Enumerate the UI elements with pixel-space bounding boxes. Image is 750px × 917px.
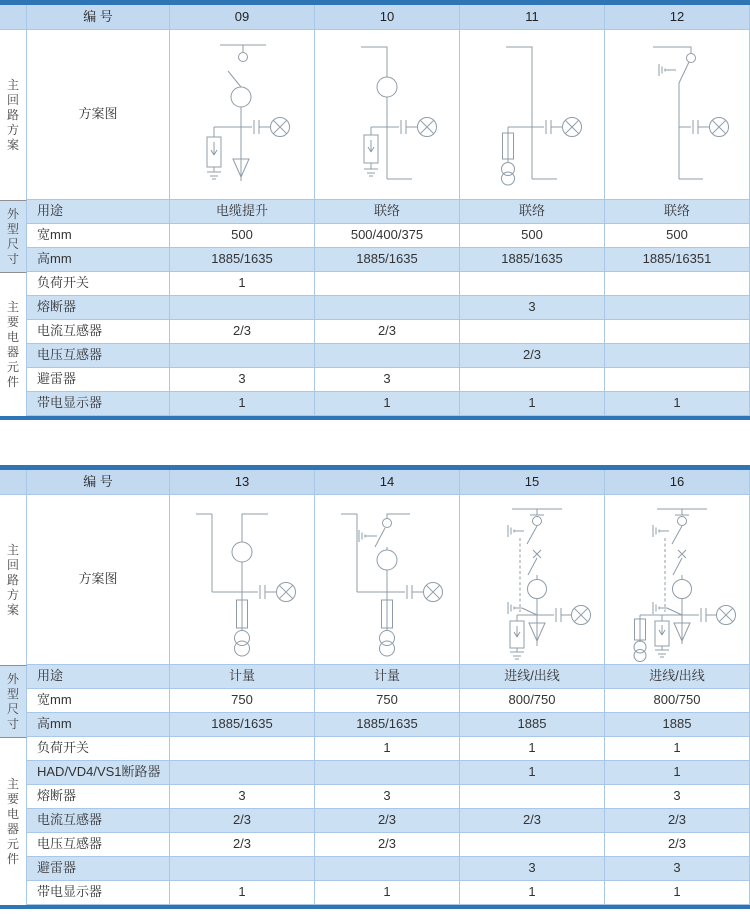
value-cell: 1 xyxy=(315,392,460,416)
value-cell: 3 xyxy=(460,296,605,320)
scheme-row-label: 方案图 xyxy=(27,495,170,665)
table-row xyxy=(0,320,750,344)
row-label: 带电显示器 xyxy=(27,392,170,416)
sidebar-section-dimensions: 外型尺寸 xyxy=(0,665,27,737)
value-cell: 1 xyxy=(605,881,750,905)
value-cell: 电缆提升 xyxy=(170,200,315,224)
value-cell: 1885/1635 xyxy=(315,248,460,272)
value-cell: 1 xyxy=(170,272,315,296)
row-label: 电压互感器 xyxy=(27,833,170,857)
value-cell: 1885 xyxy=(605,713,750,737)
table-row xyxy=(0,737,750,761)
value-cell: 1 xyxy=(460,737,605,761)
table-row xyxy=(0,344,750,368)
value-cell xyxy=(605,296,750,320)
sidebar-section-main-circuit: 主回路方案 xyxy=(0,495,27,665)
value-cell: 2/3 xyxy=(315,833,460,857)
scheme-diagram-12 xyxy=(605,31,750,199)
value-cell: 3 xyxy=(315,368,460,392)
scheme-table-2 xyxy=(0,465,750,909)
table-row xyxy=(0,809,750,833)
value-cell: 500 xyxy=(460,224,605,248)
scheme-diagram-09 xyxy=(170,31,315,199)
value-cell: 2/3 xyxy=(170,320,315,344)
sidebar-header-cell xyxy=(0,470,27,495)
column-header-14: 14 xyxy=(315,470,460,495)
value-cell xyxy=(170,761,315,785)
value-cell: 1 xyxy=(460,392,605,416)
value-cell: 1885 xyxy=(460,713,605,737)
row-label: 宽mm xyxy=(27,689,170,713)
value-cell: 1885/1635 xyxy=(315,713,460,737)
value-cell: 500 xyxy=(170,224,315,248)
value-cell xyxy=(460,368,605,392)
value-cell: 800/750 xyxy=(460,689,605,713)
row-label: 电压互感器 xyxy=(27,344,170,368)
header-row xyxy=(0,470,750,495)
value-cell: 2/3 xyxy=(315,809,460,833)
value-cell: 1 xyxy=(605,392,750,416)
row-label: 负荷开关 xyxy=(27,737,170,761)
row-label: 避雷器 xyxy=(27,857,170,881)
scheme-row-label: 方案图 xyxy=(27,30,170,200)
value-cell: 进线/出线 xyxy=(605,665,750,689)
value-cell: 联络 xyxy=(460,200,605,224)
row-label: 高mm xyxy=(27,713,170,737)
table-row xyxy=(0,881,750,905)
scheme-diagram-15 xyxy=(460,496,605,664)
sidebar-section-main-circuit: 主回路方案 xyxy=(0,30,27,200)
scheme-cell-11 xyxy=(460,30,605,200)
table-row xyxy=(0,713,750,737)
scheme-table xyxy=(0,5,750,416)
value-cell: 计量 xyxy=(170,665,315,689)
value-cell: 800/750 xyxy=(605,689,750,713)
value-cell: 2/3 xyxy=(460,809,605,833)
row-label: 熔断器 xyxy=(27,785,170,809)
column-header-09: 09 xyxy=(170,5,315,30)
value-cell: 1 xyxy=(605,761,750,785)
row-label: 带电显示器 xyxy=(27,881,170,905)
value-cell xyxy=(315,272,460,296)
table-row xyxy=(0,785,750,809)
row-label: 电流互感器 xyxy=(27,809,170,833)
value-cell xyxy=(605,344,750,368)
value-cell: 3 xyxy=(605,785,750,809)
table-row xyxy=(0,689,750,713)
header-label: 编 号 xyxy=(27,5,170,30)
value-cell xyxy=(315,857,460,881)
value-cell: 1885/1635 xyxy=(460,248,605,272)
value-cell: 进线/出线 xyxy=(460,665,605,689)
value-cell: 500/400/375 xyxy=(315,224,460,248)
value-cell xyxy=(460,833,605,857)
scheme-table-1 xyxy=(0,0,750,420)
value-cell: 2/3 xyxy=(170,809,315,833)
value-cell: 联络 xyxy=(605,200,750,224)
scheme-diagram-11 xyxy=(460,31,605,199)
column-header-11: 11 xyxy=(460,5,605,30)
table-bottom-bar xyxy=(0,905,750,909)
value-cell: 3 xyxy=(170,368,315,392)
value-cell xyxy=(605,272,750,296)
row-label: 负荷开关 xyxy=(27,272,170,296)
scheme-cell-09 xyxy=(170,30,315,200)
scheme-row xyxy=(0,495,750,665)
value-cell: 1 xyxy=(315,737,460,761)
value-cell xyxy=(170,857,315,881)
value-cell: 3 xyxy=(605,857,750,881)
column-header-15: 15 xyxy=(460,470,605,495)
column-header-13: 13 xyxy=(170,470,315,495)
sidebar-section-components: 主要电器元件 xyxy=(0,272,27,416)
scheme-diagram-16 xyxy=(605,496,750,664)
row-label: 宽mm xyxy=(27,224,170,248)
sidebar-section-dimensions: 外型尺寸 xyxy=(0,200,27,272)
value-cell: 1 xyxy=(460,761,605,785)
value-cell: 2/3 xyxy=(460,344,605,368)
value-cell xyxy=(170,737,315,761)
header-label: 编 号 xyxy=(27,470,170,495)
value-cell xyxy=(315,344,460,368)
table-row xyxy=(0,200,750,224)
value-cell: 3 xyxy=(315,785,460,809)
table-row xyxy=(0,368,750,392)
row-label: 用途 xyxy=(27,665,170,689)
value-cell xyxy=(605,320,750,344)
scheme-diagram-13 xyxy=(170,496,315,664)
table-row xyxy=(0,296,750,320)
column-header-16: 16 xyxy=(605,470,750,495)
row-label: HAD/VD4/VS1断路器 xyxy=(27,761,170,785)
value-cell: 联络 xyxy=(315,200,460,224)
scheme-cell-12 xyxy=(605,30,750,200)
value-cell: 3 xyxy=(170,785,315,809)
value-cell: 1 xyxy=(315,881,460,905)
value-cell: 1 xyxy=(170,881,315,905)
row-label: 电流互感器 xyxy=(27,320,170,344)
value-cell: 2/3 xyxy=(170,833,315,857)
scheme-diagram-10 xyxy=(315,31,460,199)
value-cell: 2/3 xyxy=(315,320,460,344)
value-cell: 750 xyxy=(315,689,460,713)
column-header-12: 12 xyxy=(605,5,750,30)
column-header-10: 10 xyxy=(315,5,460,30)
table-row xyxy=(0,761,750,785)
value-cell xyxy=(460,785,605,809)
value-cell xyxy=(315,761,460,785)
scheme-cell-16 xyxy=(605,495,750,665)
table-row xyxy=(0,392,750,416)
table-row xyxy=(0,248,750,272)
table-row xyxy=(0,272,750,296)
value-cell: 500 xyxy=(605,224,750,248)
table-row xyxy=(0,833,750,857)
scheme-diagram-14 xyxy=(315,496,460,664)
table-row xyxy=(0,665,750,689)
value-cell: 1885/1635 xyxy=(170,713,315,737)
value-cell xyxy=(170,344,315,368)
scheme-cell-14 xyxy=(315,495,460,665)
row-label: 高mm xyxy=(27,248,170,272)
value-cell xyxy=(605,368,750,392)
table-row xyxy=(0,857,750,881)
scheme-cell-10 xyxy=(315,30,460,200)
value-cell xyxy=(460,320,605,344)
value-cell: 1885/1635 xyxy=(170,248,315,272)
sidebar-header-cell xyxy=(0,5,27,30)
scheme-row xyxy=(0,30,750,200)
value-cell: 2/3 xyxy=(605,809,750,833)
value-cell xyxy=(315,296,460,320)
value-cell: 2/3 xyxy=(605,833,750,857)
scheme-cell-13 xyxy=(170,495,315,665)
value-cell: 1885/16351 xyxy=(605,248,750,272)
value-cell: 计量 xyxy=(315,665,460,689)
value-cell xyxy=(170,296,315,320)
scheme-cell-15 xyxy=(460,495,605,665)
value-cell xyxy=(460,272,605,296)
row-label: 熔断器 xyxy=(27,296,170,320)
table-gap xyxy=(0,420,750,465)
scheme-table xyxy=(0,470,750,905)
value-cell: 1 xyxy=(170,392,315,416)
row-label: 用途 xyxy=(27,200,170,224)
value-cell: 3 xyxy=(460,857,605,881)
value-cell: 1 xyxy=(605,737,750,761)
row-label: 避雷器 xyxy=(27,368,170,392)
value-cell: 750 xyxy=(170,689,315,713)
table-row xyxy=(0,224,750,248)
value-cell: 1 xyxy=(460,881,605,905)
sidebar-section-components: 主要电器元件 xyxy=(0,737,27,905)
header-row xyxy=(0,5,750,30)
